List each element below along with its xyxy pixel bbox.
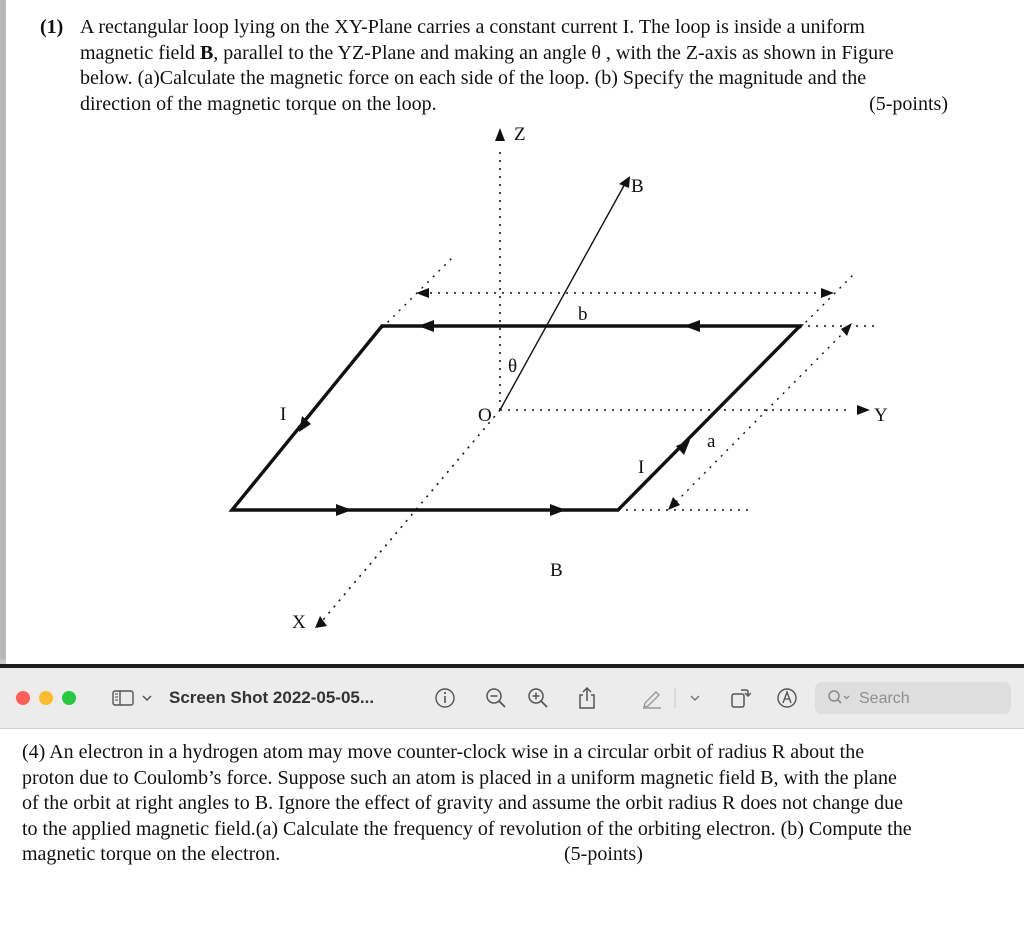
zoom-window-button[interactable]	[62, 691, 76, 705]
question-4-line-3: of the orbit at right angles to B. Ignore the effect of gravity and assume the orbit radius R does not change due	[22, 792, 904, 814]
current-arrow-top-right	[684, 320, 700, 332]
x-axis	[323, 410, 500, 620]
side-b-label: b	[578, 304, 588, 325]
extension-left	[382, 258, 452, 328]
preview-toolbar	[0, 668, 1024, 729]
dimension-a-arrow-top	[841, 323, 852, 336]
question-1-line-4	[40, 92, 970, 118]
current-arrow-top-left	[418, 320, 434, 332]
question-1-line-2	[40, 41, 970, 67]
loop-figure	[200, 118, 900, 638]
question-1-line-4-text: direction of the magnetic torque on the loop.	[80, 92, 437, 115]
extension-right	[800, 272, 856, 328]
dimension-a-line	[676, 330, 846, 502]
zoom-out-icon[interactable]	[484, 685, 508, 711]
b-field-label-top: B	[631, 176, 644, 197]
sidebar-icon[interactable]	[112, 685, 134, 711]
question-1-number: (1)	[40, 16, 64, 38]
z-axis-arrowhead	[495, 128, 505, 141]
question-4-line-5-text: magnetic torque on the electron.	[22, 843, 281, 865]
question-1-bold-b: B	[199, 41, 214, 64]
question-1-points: (5-points)	[869, 92, 948, 115]
minimize-window-button[interactable]	[39, 691, 53, 705]
z-axis-label: Z	[514, 124, 526, 145]
question-4-text	[22, 740, 1022, 868]
b-field-vector	[500, 182, 626, 410]
scrollbar-track[interactable]	[0, 0, 6, 668]
share-icon[interactable]	[575, 685, 599, 711]
current-label-right: I	[638, 457, 645, 478]
markup-chevron-down-icon[interactable]	[689, 685, 701, 711]
question-4-line-4: to the applied magnetic field.(a) Calculate the frequency of revolution of the orbiting electron. (b) Compute the	[22, 817, 912, 840]
x-axis-arrowhead	[315, 616, 327, 628]
x-axis-label: X	[292, 612, 306, 633]
current-loop	[232, 326, 800, 510]
markup-pen-icon[interactable]	[640, 685, 664, 711]
current-arrow-bottom-left	[336, 504, 352, 516]
search-field[interactable]	[815, 682, 1011, 714]
y-axis-arrowhead	[857, 405, 870, 415]
dimension-a-arrow-bottom	[668, 497, 680, 510]
side-a-label: a	[707, 431, 716, 452]
b-field-arrowhead	[619, 176, 630, 188]
question-1-line-2a: magnetic field	[80, 41, 200, 64]
rotate-icon[interactable]	[728, 685, 752, 711]
dimension-b-arrow-left	[416, 288, 429, 298]
current-arrow-bottom-right	[550, 504, 566, 516]
scrollbar-thumb[interactable]	[0, 0, 6, 660]
question-1-line-1: A rectangular loop lying on the XY-Plane carries a constant current I. The loop is inside a uniform	[80, 16, 865, 38]
question-4-line-5	[22, 842, 1022, 868]
info-icon[interactable]	[433, 685, 457, 711]
document-title[interactable]: Screen Shot 2022-05-05...	[169, 688, 375, 707]
origin-label: O	[478, 405, 492, 426]
question-1-text	[40, 15, 970, 117]
markup-circle-icon[interactable]	[775, 685, 799, 711]
zoom-in-icon[interactable]	[526, 685, 550, 711]
close-window-button[interactable]	[16, 691, 30, 705]
chevron-down-icon[interactable]	[141, 685, 153, 711]
current-label-left: I	[280, 404, 287, 425]
search-icon	[827, 689, 851, 711]
question-1-line-3: below. (a)Calculate the magnetic force on each side of the loop. (b) Specify the magnitude and the	[80, 67, 867, 89]
b-field-label-bottom: B	[550, 560, 563, 581]
question-1-line-2c: , parallel to the YZ-Plane and making an angle θ , with the Z-axis as shown in Figure	[213, 41, 894, 64]
theta-label: θ	[508, 356, 518, 377]
question-4-points: (5-points)	[564, 843, 643, 865]
dimension-b-arrow-right	[821, 288, 834, 298]
toolbar-separator	[674, 685, 676, 711]
y-axis-label: Y	[874, 405, 888, 426]
question-4-line-1: (4) An electron in a hydrogen atom may move counter-clock wise in a circular orbit of radius R about the	[22, 741, 865, 763]
question-4-line-2: proton due to Coulomb’s force. Suppose such an atom is placed in a uniform magnetic field B, with the plane	[22, 766, 897, 789]
search-input[interactable]	[857, 688, 1001, 710]
